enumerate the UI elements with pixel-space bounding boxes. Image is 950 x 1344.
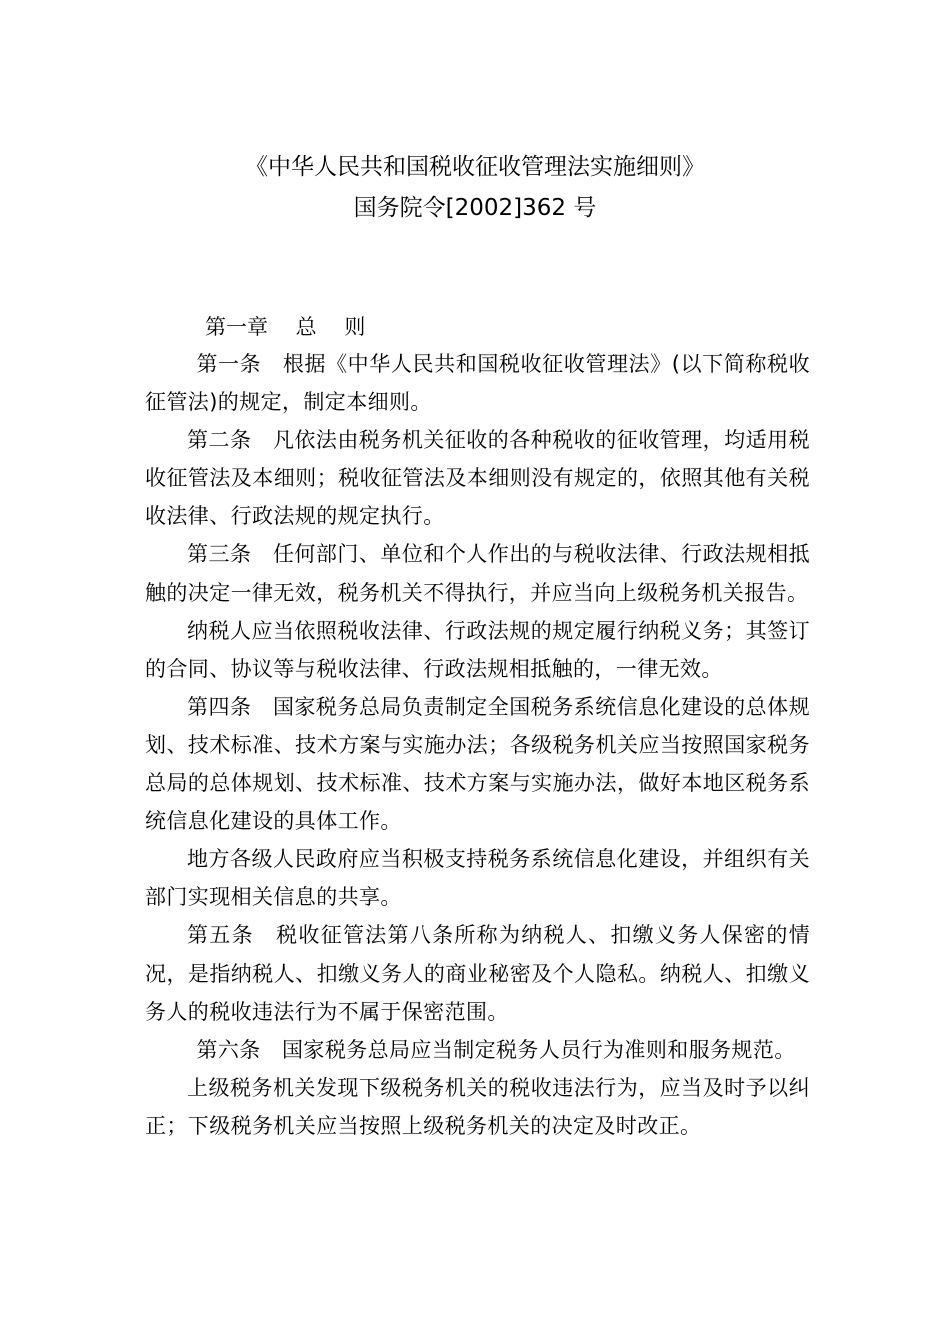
article-6-paragraph-2: 上级税务机关发现下级税务机关的税收违法行为，应当及时予以纠正；下级税务机关应当按照上级税务机关的决定及时改正。 (145, 1075, 810, 1138)
article-3: 第三条 任何部门、单位和个人作出的与税收法律、行政法规相抵触的决定一律无效，税务机关不得执行，并应当向上级税务机关报告。 (145, 542, 810, 605)
article-6: 第六条 国家税务总局应当制定税务人员行为准则和服务规范。 (196, 1037, 796, 1062)
article-4-paragraph-2: 地方各级人民政府应当积极支持税务系统信息化建设，并组织有关部门实现相关信息的共享。 (145, 847, 810, 910)
article-5: 第五条 税收征管法第八条所称为纳税人、扣缴义务人保密的情况，是指纳税人、扣缴义务人的商业秘密及个人隐私。纳税人、扣缴义务人的税收违法行为不属于保密范围。 (145, 923, 810, 1024)
article-1: 第一条 根据《中华人民共和国税收征收管理法》(以下简称税收征管法)的规定，制定本细则。 (145, 352, 810, 415)
article-4: 第四条 国家税务总局负责制定全国税务系统信息化建设的总体规划、技术标准、技术方案与实施办法；各级税务机关应当按照国家税务总局的总体规划、技术标准、技术方案与实施办法，做好本地区税务系统信息化建设的具体工作。 (145, 694, 810, 834)
decree-number: 国务院令[2002]362 号 (353, 195, 597, 221)
chapter-heading: 第一章 总 则 (205, 315, 366, 339)
document-body (145, 345, 810, 1145)
article-3-paragraph-2: 纳税人应当依照税收法律、行政法规的规定履行纳税义务；其签订的合同、协议等与税收法律、行政法规相抵触的，一律无效。 (145, 618, 810, 681)
document-title: 《中华人民共和国税收征收管理法实施细则》 (245, 154, 705, 180)
article-2: 第二条 凡依法由税务机关征收的各种税收的征收管理，均适用税收征管法及本细则；税收征管法及本细则没有规定的，依照其他有关税收法律、行政法规的规定执行。 (145, 428, 810, 529)
